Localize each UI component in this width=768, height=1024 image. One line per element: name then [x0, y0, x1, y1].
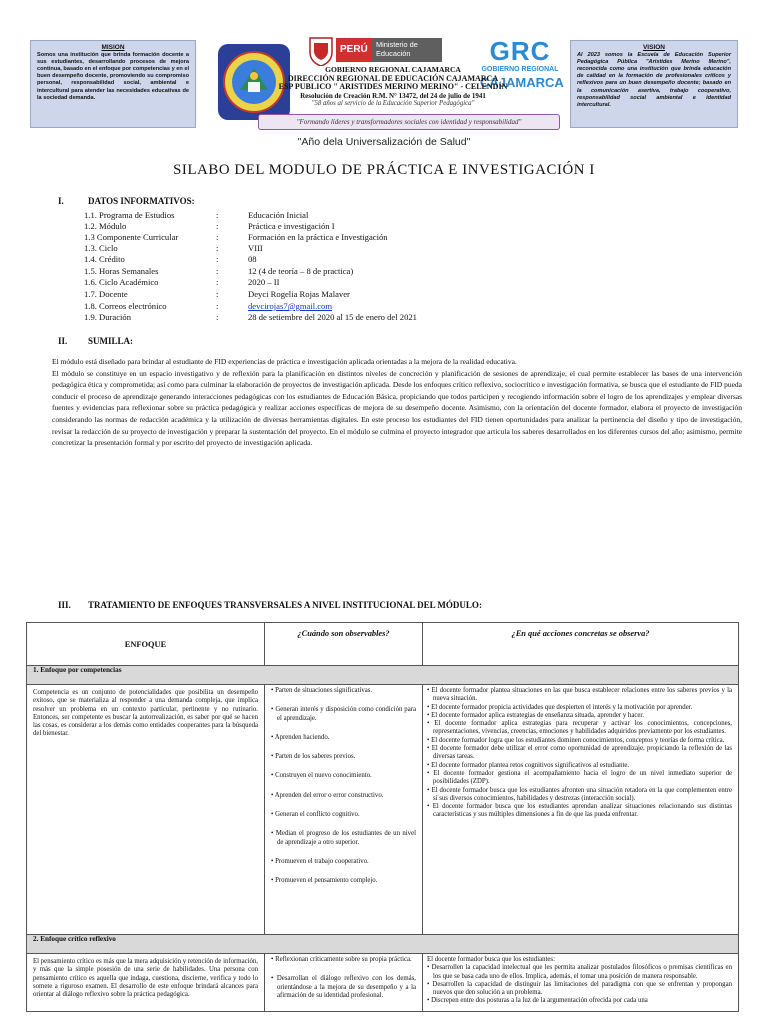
info-value: Deyci Rogelia Rojas Malaver	[248, 289, 350, 299]
list-item: • Parten de situaciones significativas.	[271, 687, 416, 695]
col-header-enfoque: ENFOQUE	[27, 623, 265, 666]
list-item: • Generan el conflicto cognitivo.	[271, 811, 416, 819]
mission-box	[30, 40, 196, 128]
observables-cell	[265, 685, 423, 935]
info-label: 1.8. Correos electrónico	[84, 301, 167, 311]
col-header-acciones: ¿En qué acciones concretas se observa?	[423, 623, 739, 666]
info-value: Práctica e investigación I	[248, 221, 335, 231]
list-item: • Promueven el pensamiento complejo.	[271, 877, 416, 885]
info-value: 28 de setiembre del 2020 al 15 de enero del 2021	[248, 312, 417, 322]
info-row: 1.4. Crédito : 08	[84, 254, 257, 264]
section-3-num: III.	[58, 600, 71, 610]
info-row: 1.3 Componente Curricular : Formación en la práctica e Investigación	[84, 232, 388, 242]
info-row: 1.8. Correos electrónico : devcirojas7@gmail.com	[84, 301, 333, 311]
table-row	[27, 954, 739, 1012]
section-3-heading: III. TRATAMIENTO DE ENFOQUES TRANSVERSALES A NIVEL INSTITUCIONAL DEL MÓDULO:	[58, 600, 482, 610]
info-label: 1.7. Docente	[84, 289, 128, 299]
info-value: Formación en la práctica e Investigación	[248, 232, 388, 242]
mission-title: MISION	[101, 44, 125, 51]
info-row: 1.5. Horas Semanales : 12 (4 de teoría – 8 de practica)	[84, 266, 354, 276]
grc-sub1: GOBIERNO REGIONAL	[481, 66, 559, 73]
section-3-title: TRATAMIENTO DE ENFOQUES TRANSVERSALES A NIVEL INSTITUCIONAL DEL MÓDULO	[88, 600, 479, 610]
col-header-observables: ¿Cuándo son observables?	[265, 623, 423, 666]
list-item: • El docente formador debe utilizar el error como oportunidad de aprendizaje, propiciando la reflexión de las diversas tareas.	[427, 745, 732, 762]
info-label: 1.1. Programa de Estudios	[84, 210, 175, 220]
vision-title: VISION	[642, 44, 666, 51]
info-value: 2020 – II	[248, 277, 280, 287]
info-label: 1.3 Componente Curricular	[84, 232, 179, 242]
group-title: 2. Enfoque crítico reflexivo	[27, 935, 739, 954]
list-item: • Discrepen entre dos posturas a la luz de la argumentación ofrecida por cada una	[427, 997, 732, 1005]
email-link[interactable]: devcirojas7@gmail.com	[248, 301, 333, 311]
info-row: 1.7. Docente : Deyci Rogelia Rojas Malaver	[84, 289, 350, 299]
section-1-num: I.	[58, 196, 64, 206]
section-2-title: SUMILLA	[88, 336, 131, 346]
info-row: 1.6. Ciclo Académico : 2020 – II	[84, 277, 280, 287]
sumilla-paragraph: El módulo se constituye en un espacio investigativo y de reflexión para la planificación en distintos niveles de concreción y planificación de sesiones de aprendizaje, el cual permite establecer las bases de una intervención pedagógica ética y comprometida; así como para culminar la elaboración de proyectos de investigación aplicada. Desde los enfoques crítico reflexivo, sociocrítico e investigación formativa, se busca que el estudiante de FID pueda conducir el proceso de aprendizaje generando interacciones pedagógicas con los estudiantes de Educación Básica, propiciando que todos participen y recogiendo información sobre el logro de los aprendizajes y emplear diversas fuentes y evidencias para reflexionar sobre su práctica pedagógica y realizar acciones específicas de mejora de su desempeño docente. Asimismo, con la orientación del docente formador, elabora el proyecto de investigación considerando las normas de redacción académica y la utilización de diversas herramientas digitales. En este proceso los estudiantes del FID tienen oportunidades para analizar la pertinencia del diseño y tipo de investigación, revisar la redacción de su proyecto de investigación y preparar la sustentación del proyecto. En el módulo se culmina el proyecto integrador que articula los saberes desarrollados en los diferentes cursos del año; asimismo, permite concretizar la presentación formal y por escrito del proyecto de investigación aplicada.	[52, 368, 742, 448]
list-item: • El docente formador busca que los estudiantes afronten una situación retadora en la que complementen entre sí sus diversos conocimientos, habilidades y destrezas (interacción social).	[427, 787, 732, 804]
list-item: • Parten de los saberes previos.	[271, 753, 416, 761]
peru-ministry-logo	[306, 34, 468, 66]
list-item: • El docente formador busca que los estudiantes aprendan analizar situaciones relacionando sus distintas características y sus múltiples dimensiones a fin de que las pueda enfrentar.	[427, 803, 732, 820]
list-item: • Desarrollan el diálogo reflexivo con los demás, orientándose a la mejora de su desempeño y a la afirmación de su identidad profesional.	[271, 975, 416, 1000]
list-item: • Reflexionan críticamente sobre su propia práctica.	[271, 956, 416, 964]
group-row	[27, 666, 739, 685]
list-item: • El docente formador propicia actividades que despierten el interés y la motivación por aprender.	[427, 704, 732, 712]
gov-line: GOBIERNO REGIONAL CAJAMARCA	[325, 65, 461, 74]
anniversary-line: "58 años al servicio de la Educación Superior Pedagógica"	[311, 100, 475, 108]
mission-text: Somos una institución que brinda formación docente a sus estudiantes, desarrollando procesos de mejora continua, basado en el enfoque por competencias y en el buen desempeño docente, promoviendo su compromiso personal, responsabilidad social, ambiental e intercultural para atender las necesidades educativas de la sociedad demanda.	[37, 52, 189, 101]
list-item: • El docente formador plantea situaciones en las que busca establecer relaciones entre los saberes previos y la nueva situación.	[427, 687, 732, 704]
sumilla-text	[52, 356, 742, 449]
list-item: • Promueven el trabajo cooperativo.	[271, 858, 416, 866]
info-label: 1.4. Crédito	[84, 254, 125, 264]
list-item: • Aprenden haciendo.	[271, 734, 416, 742]
institution-header	[248, 66, 538, 109]
table-header-row	[27, 623, 739, 666]
grc-mark: GRC	[489, 36, 551, 66]
enfoques-table	[26, 622, 739, 1012]
list-item: • El docente formador gestiona el acompañamiento hacia el logro de un nivel inmediato superior de posibilidades (ZDP).	[427, 770, 732, 787]
list-item: • El docente formador aplica estrategias para recuperar y activar los conocimientos, concepciones, representaciones, vivencias, creencias, emociones y habilidades adquiridos previamente por los estudiantes.	[427, 720, 732, 737]
info-label: 1.9. Duración	[84, 312, 132, 322]
list-item: • Desarrollen la capacidad de distinguir las limitaciones del paradigma con que se enfrentan y propongan nuevos que den solución a un problema.	[427, 981, 732, 998]
list-item: • Desarrollen la capacidad intelectual que les permita analizar postulados filosóficos o premisas científicas en los que se basa cada uno de ellos. Implica, además, el tomar una posición de manera responsable.	[427, 964, 732, 981]
ministry-label: Ministerio de Educación	[376, 40, 418, 58]
info-value: 08	[248, 254, 257, 264]
actions-cell	[423, 954, 739, 1012]
sumilla-paragraph: El módulo está diseñado para brindar al estudiante de FID experiencias de práctica e investigación aplicada orientadas a la mejora de la realidad educativa.	[52, 357, 517, 366]
enfoque-definition: Competencia es un conjunto de potencialidades que posibilita un desempeño exitoso, que se materializa al responder a una demanda compleja, que implica resolver un problema en un contexto particular, pertinente y no rutinario. Entonces, ser competente es buscar la autorrealización, es saber por qué se hacen las cosas, es considerar a los demás como entidades cooperantes para la búsqueda del bienestar.	[27, 685, 265, 935]
info-label: 1.2. Módulo	[84, 221, 127, 231]
actions-intro: El docente formador busca que los estudiantes:	[427, 956, 555, 963]
info-value: Educación Inicial	[248, 210, 309, 220]
observables-cell	[265, 954, 423, 1012]
list-item: • Generan interés y disposición como condición para el aprendizaje.	[271, 706, 416, 723]
list-item: • Construyen el nuevo conocimiento.	[271, 772, 416, 780]
info-row: 1.1. Programa de Estudios : Educación Inicial	[84, 210, 309, 220]
section-1-title: DATOS INFORMATIVOS	[88, 196, 192, 206]
dre-line: DIRECCIÓN REGIONAL DE EDUCACIÓN CAJAMARCA	[287, 73, 499, 83]
vision-text: Al 2023 somos la Escuela de Educación Superior Pedagógica Pública "Aristides Merino Merino", reconocida como una institución que brinda educación de calidad en la formación de profesionales críticos y reflexivos para un buen desempeño docente; basado en la comunicación asertiva, trabajo cooperativo, responsabilidad social ambiental e identidad intercultural.	[577, 52, 731, 108]
info-row: 1.9. Duración : 28 de setiembre del 2020 al 15 de enero del 2021	[84, 312, 417, 322]
list-item: • El docente formador plantea retos cognitivos significativos al estudiante.	[427, 762, 732, 770]
info-label: 1.5. Horas Semanales	[84, 266, 159, 276]
list-item: • El docente formador logra que los estudiantes dominen conocimientos, conceptos y teorías de forma crítica.	[427, 737, 732, 745]
grc-sub2: CAJAMARCA	[480, 75, 564, 90]
document-title: SILABO DEL MODULO DE PRÁCTICA E INVESTIGACIÓN I	[173, 162, 595, 178]
info-row: 1.2. Módulo : Práctica e investigación I	[84, 221, 335, 231]
resolution-line: Resolución de Creación R.M. N° 13472, del 24 de julio de 1941	[300, 91, 486, 100]
info-label: 1.6. Ciclo Académico	[84, 277, 159, 287]
list-item: • Aprenden del error o error constructivo.	[271, 792, 416, 800]
vision-box	[570, 40, 738, 128]
list-item: • Median el progreso de los estudiantes de un nivel de aprendizaje a otro superior.	[271, 830, 416, 847]
actions-cell	[423, 685, 739, 935]
section-2-num: II.	[58, 336, 68, 346]
section-1-heading: I. DATOS INFORMATIVOS:	[58, 196, 195, 206]
group-title: 1. Enfoque por competencias	[27, 666, 739, 685]
peru-label: PERÚ	[340, 44, 368, 55]
enfoque-definition: El pensamiento crítico es más que la mera adquisición y retención de información, y más que la simple posesión de una serie de habilidades. Una persona con pensamiento crítico es aquella que indaga, cuestiona, discierne, verifica y todo lo somete a riguroso examen. El desarrollo de este enfoque brindará alcances para orientar al diálogo reflexivo sobre la práctica pedagógica.	[27, 954, 265, 1012]
list-item: • El docente formador aplica estrategias de enseñanza situada, aprender y hacer.	[427, 712, 732, 720]
info-row: 1.3. Ciclo : VIII	[84, 243, 263, 253]
motto-bar: "Formando líderes y transformadores sociales con identidad y responsabilidad"	[258, 114, 560, 130]
info-label: 1.3. Ciclo	[84, 243, 118, 253]
info-value: VIII	[248, 243, 263, 253]
iesp-line: ESP PUBLICO " ARISTIDES MERINO MERINO" - CELENDÍN	[278, 82, 508, 92]
section-2-heading: II. SUMILLA:	[58, 336, 134, 346]
table-row	[27, 685, 739, 935]
year-name: "Año dela Universalización de Salud"	[297, 136, 471, 148]
info-value: 12 (4 de teoría – 8 de practica)	[248, 266, 354, 276]
group-row	[27, 935, 739, 954]
